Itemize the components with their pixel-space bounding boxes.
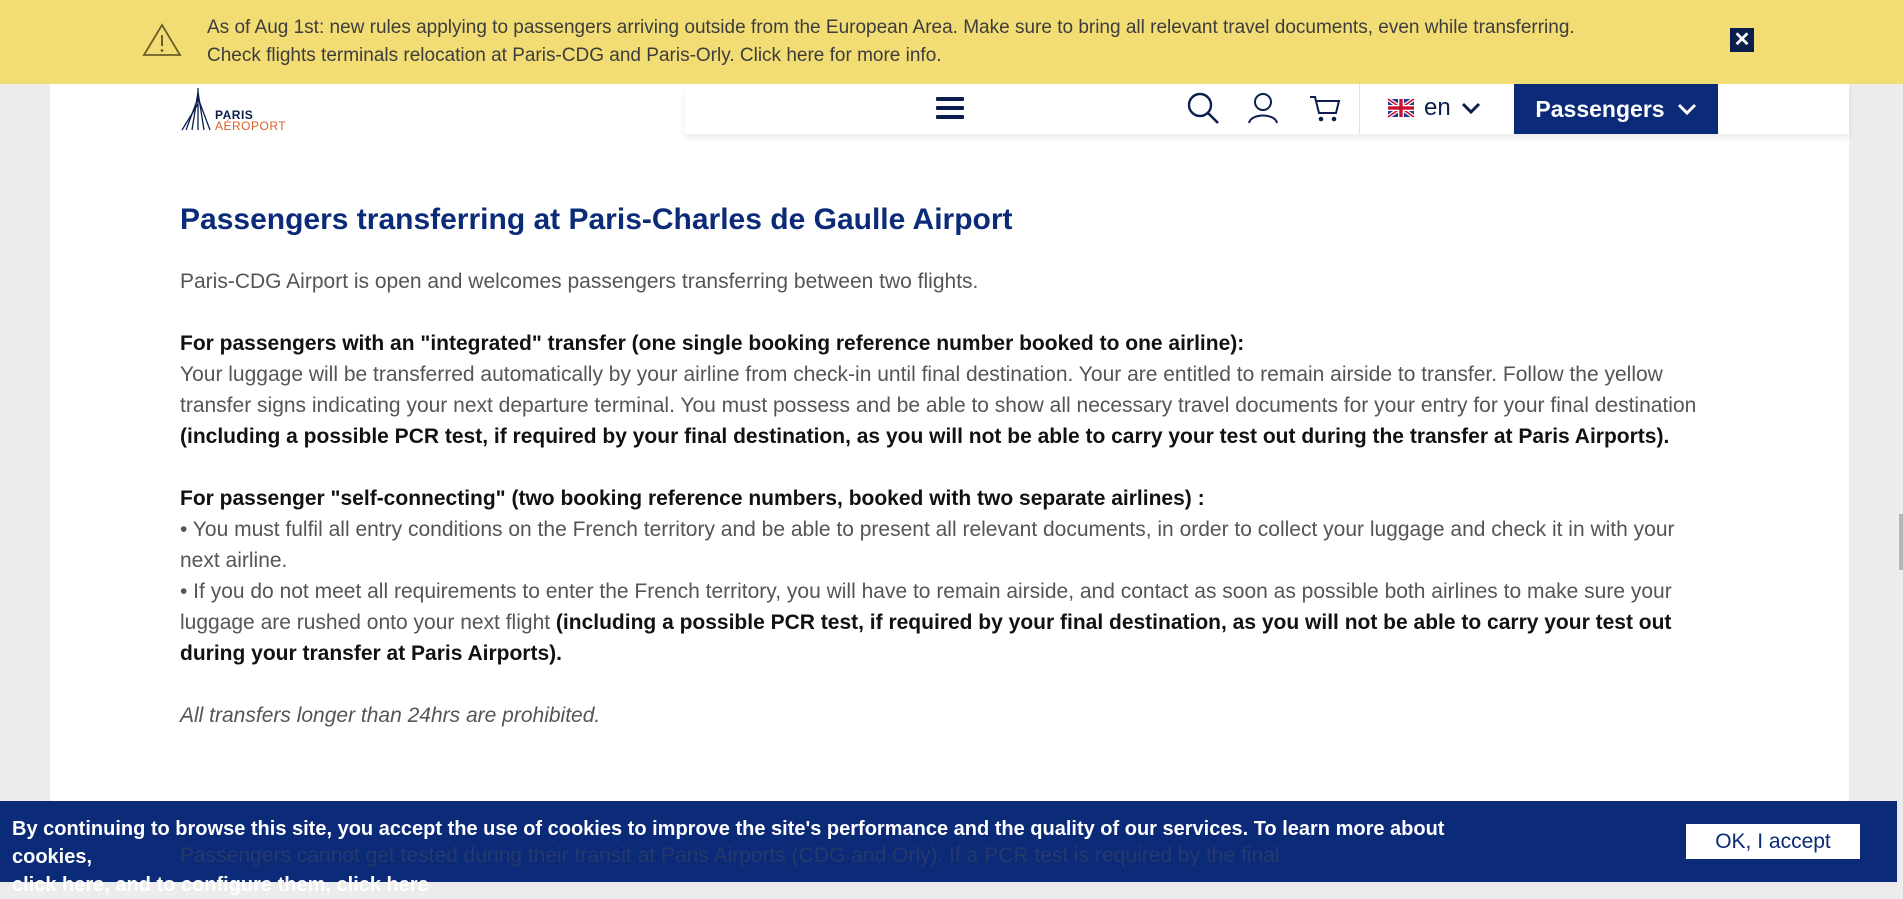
intro-paragraph: Paris-CDG Airport is open and welcomes passengers transferring between two flights. [180,270,979,293]
alert-message[interactable] [207,14,1707,70]
integrated-transfer-paragraph [180,359,1720,452]
integrated-transfer-heading: For passengers with an "integrated" transfer (one single booking reference number booked to one airline): [180,332,1245,355]
bullet-item [180,576,1720,669]
user-icon [1246,91,1280,125]
cart-button[interactable] [1308,91,1342,125]
account-button[interactable] [1246,91,1280,125]
self-connecting-heading: For passenger "self-connecting" (two booking reference numbers, booked with two separate airlines) : [180,487,1205,510]
accept-cookies-button[interactable]: OK, I accept [1686,824,1860,859]
search-button[interactable] [1186,91,1220,125]
cookie-links[interactable]: click here, and to configure them, click here [12,874,429,896]
close-icon: ✕ [1733,29,1751,51]
bullet-text: • If you do not meet all requirements to enter the French territory, you will have to remain airside, and contact as soon as possible both airlines to make sure your luggage are rushed onto your next flight [180,580,1672,634]
search-icon [1186,91,1220,125]
language-selector[interactable] [1388,92,1481,124]
hamburger-icon [936,97,964,101]
passengers-dropdown-button[interactable] [1514,84,1718,134]
main-content [180,200,1720,731]
cart-icon [1308,91,1342,125]
header-divider [1359,84,1360,134]
language-label: en [1424,94,1451,121]
page-title: Passengers transferring at Paris-Charles de Gaulle Airport [180,203,1013,236]
logo-text-paris: PARIS [215,108,254,122]
passengers-label: Passengers [1535,95,1665,122]
warning-icon [142,22,182,58]
chevron-down-icon [1461,102,1481,114]
prohibited-note: All transfers longer than 24hrs are prohibited. [180,704,601,727]
chevron-down-icon [1677,103,1697,115]
cookie-message [12,815,1512,899]
uk-flag-icon [1388,99,1414,117]
alert-line: As of Aug 1st: new rules applying to passengers arriving outside from the European Area. Make sure to bring all relevant travel documents, even while transferring. [207,17,1575,38]
menu-button[interactable] [936,97,964,121]
partially-hidden-paragraph: Passengers cannot get tested during their transit at Paris Airports (CDG and Orly). If a PCR test is required by the final [180,844,1280,867]
integrated-transfer-text: Your luggage will be transferred automatically by your airline from check-in until final destination. Your are entitled to remain airside to transfer. Follow the yellow transfer signs indicating your next departure terminal. You must possess and be able to show all necessary travel documents for your entry for your final destination [180,363,1697,417]
logo-text-aeroport: AÉROPORT [215,119,287,133]
alert-line: Check flights terminals relocation at Paris-CDG and Paris-Orly. Click here for more info. [207,45,942,66]
alert-banner[interactable] [0,0,1903,84]
bullet-item: • You must fulfil all entry conditions on the French territory and be able to present all relevant documents, in order to collect your luggage and check it in with your next airline. [180,518,1675,572]
eiffel-logo-icon [180,86,216,132]
integrated-transfer-note: (including a possible PCR test, if required by your final destination, as you will not be able to carry your test out during the transfer at Paris Airports). [180,425,1670,448]
cookie-line: By continuing to browse this site, you accept the use of cookies to improve the site's performance and the quality of our services. To learn more about cookies, [12,818,1445,868]
bullet-note: (including a possible PCR test, if required by your final destination, as you will not be able to carry your test out during your transfer at Paris Airports). [180,611,1672,665]
close-alert-button[interactable] [1730,28,1754,52]
scrollbar-thumb[interactable] [1899,514,1903,570]
